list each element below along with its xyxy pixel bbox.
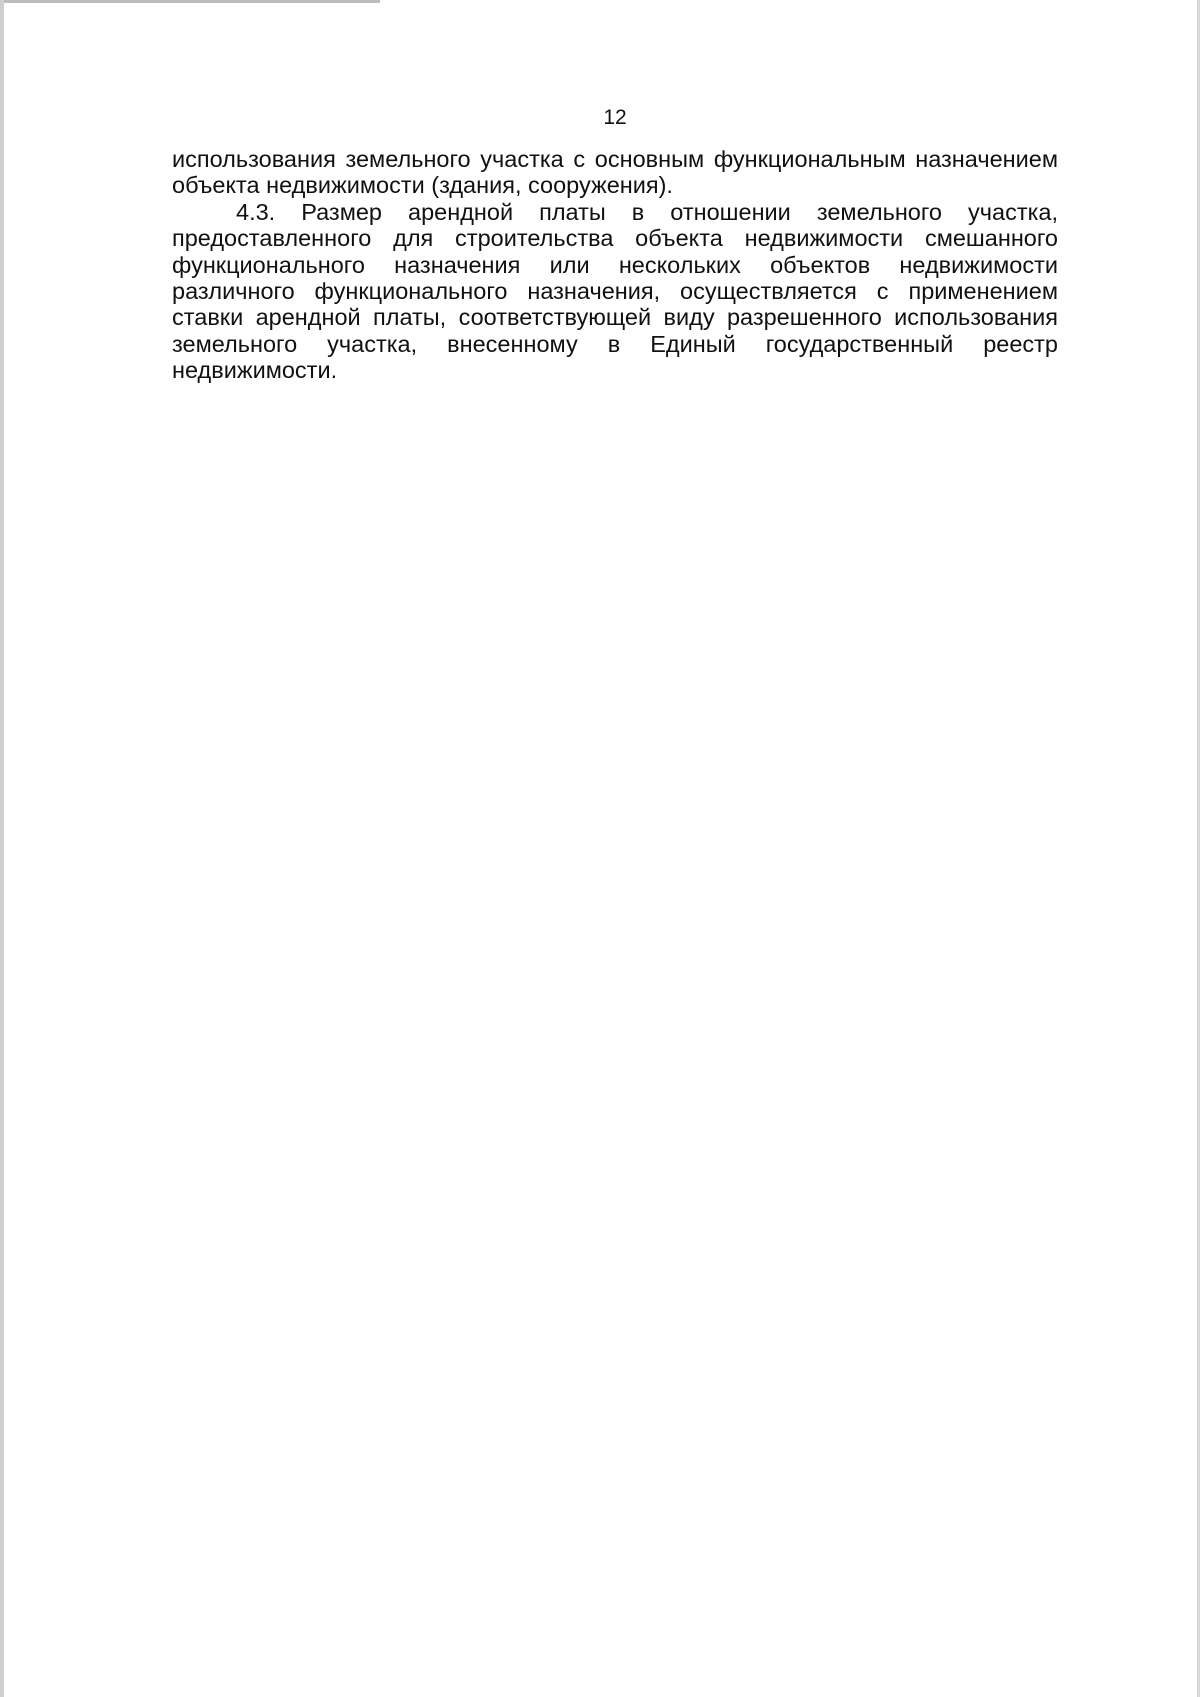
paragraph-2	[172, 199, 1058, 384]
scan-edge-top	[0, 0, 380, 3]
document-body	[172, 146, 1058, 384]
paragraph-2-line-7: недвижимости.	[172, 357, 338, 384]
paragraph-2-line-1: 4.3. Размер арендной платы в отношении земельного участка,	[236, 198, 1058, 225]
paragraph-2-line-5: ставки арендной платы, соответствующей виду разрешенного использования	[172, 304, 1058, 331]
page-number: 12	[603, 106, 627, 129]
paragraph-2-line-3: функционального назначения или нескольких объектов недвижимости	[172, 251, 1058, 278]
paragraph-2-line-6: земельного участка, внесенному в Единый государственный реестр	[172, 330, 1058, 357]
paragraph-1	[172, 146, 1058, 199]
paragraph-1-line-1: использования земельного участка с основным функциональным назначением	[172, 146, 1058, 172]
paragraph-2-line-4: различного функционального назначения, осуществляется с применением	[172, 278, 1058, 305]
paragraph-1-line-2: объекта недвижимости (здания, сооружения).	[172, 172, 673, 199]
scan-edge-left	[0, 0, 4, 1697]
paragraph-2-line-2: предоставленного для строительства объекта недвижимости смешанного	[172, 225, 1058, 252]
